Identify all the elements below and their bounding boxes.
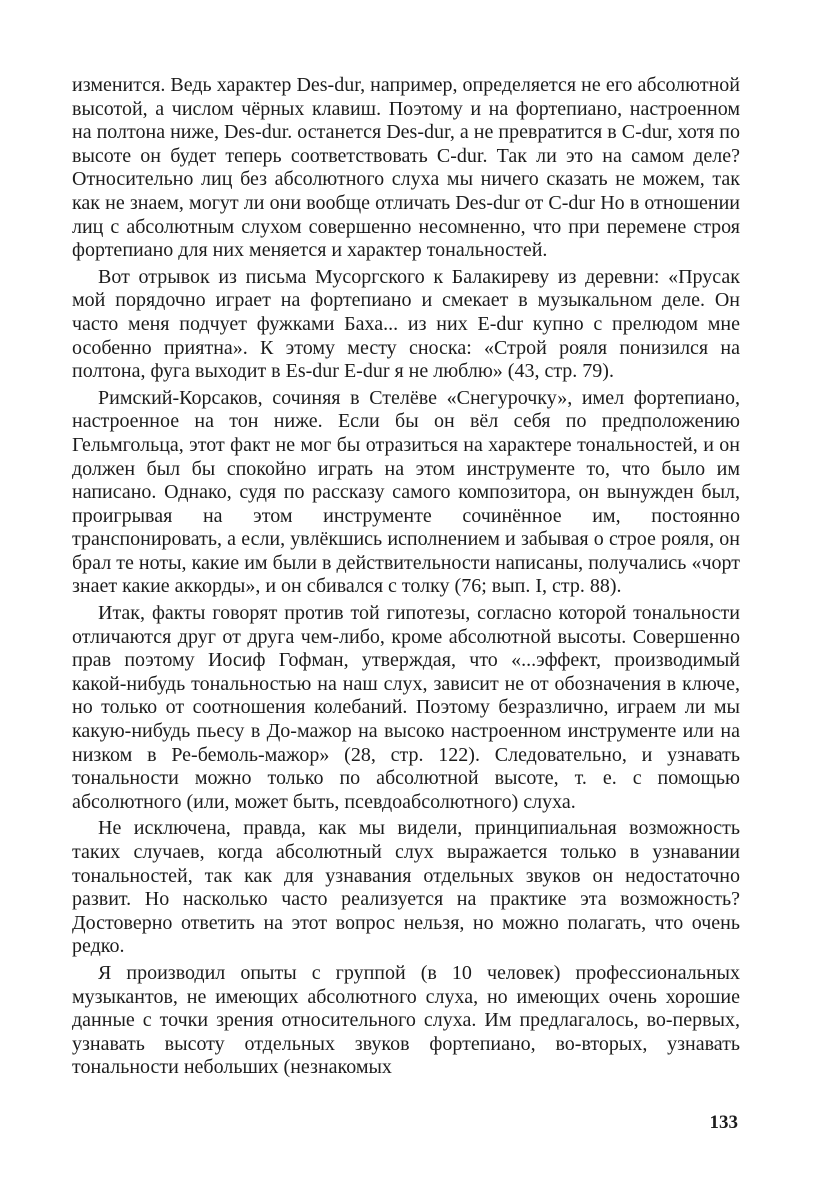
paragraph-5: Не исключена, правда, как мы видели, принципиальная возможность таких случаев, когда абсолютный слух выражается только в узнавании тональностей, так как для узнавания отдельных звуков он недостаточно развит. Но насколько часто реализуется на практике эта возможность? Достоверно ответить на этот вопрос нельзя, но можно полагать, что очень редко. <box>72 817 740 958</box>
paragraph-6: Я производил опыты с группой (в 10 человек) профессиональных музыкантов, не имеющих абсолютного слуха, но имеющих очень хорошие данные с точки зрения относительного слуха. Им предлагалось, во-первых, узнавать высоту отдельных звуков фортепиано, во-вторых, узнавать тональности небольших (незнакомых <box>72 961 740 1079</box>
paragraph-3: Римский-Корсаков, сочиняя в Стелёве «Снегурочку», имел фортепиано, настроенное на тон ниже. Если бы он вёл себя по предположению Гельмгольца, этот факт не мог бы отразиться на характере тональностей, и он должен был бы спокойно играть на этом инструменте то, что было им написано. Однако, судя по рассказу самого композитора, он вынужден был, проигрывая на этом инструменте сочинённое им, постоянно транспонировать, а если, увлёкшись исполнением и забывая о строе рояля, он брал те ноты, какие им были в действительности написаны, получались «чорт знает какие аккорды», и он сбивался с толку (76; вып. I, стр. 88). <box>72 386 740 598</box>
page-number: 133 <box>709 1112 738 1133</box>
paragraph-2: Вот отрывок из письма Мусоргского к Балакиреву из деревни: «Прусак мой порядочно играет на фортепиано и смекает в музыкальном деле. Он часто меня подчует фужками Баха... из них E-dur купно с прелюдом мне особенно приятна». К этому месту сноска: «Строй рояля понизился на полтона, фуга выходит в Es-dur E-dur я не люблю» (43, стр. 79). <box>72 265 740 383</box>
page-body <box>72 74 740 1083</box>
paragraph-4: Итак, факты говорят против той гипотезы, согласно которой тональности отличаются друг от друга чем-либо, кроме абсолютной высоты. Совершенно прав поэтому Иосиф Гофман, утверждая, что «...эффект, производимый какой-нибудь тональностью на наш слух, зависит не от обозначения в ключе, но только от соотношения колебаний. Поэтому безразлично, играем ли мы какую-нибудь пьесу в До-мажор на высоко настроенном инструменте или на низком в Ре-бемоль-мажор» (28, стр. 122). Следовательно, и узнавать тональности можно только по абсолютной высоте, т. е. с помощью абсолютного (или, может быть, псевдоабсолютного) слуха. <box>72 602 740 813</box>
paragraph-1: изменится. Ведь характер Des-dur, например, определяется не его абсолютной высотой, а числом чёрных клавиш. Поэтому и на фортепиано, настроенном на полтона ниже, Des-dur. останется Des-dur, а не превратится в C-dur, хотя по высоте он будет теперь соответствовать C-dur. Так ли это на самом деле? Относительно лиц без абсолютного слуха мы ничего сказать не можем, так как не знаем, могут ли они вообще отличать Des-dur от C-dur Но в отношении лиц с абсолютным слухом совершенно несомненно, что при перемене строя фортепиано для них меняется и характер тональностей. <box>72 74 740 262</box>
